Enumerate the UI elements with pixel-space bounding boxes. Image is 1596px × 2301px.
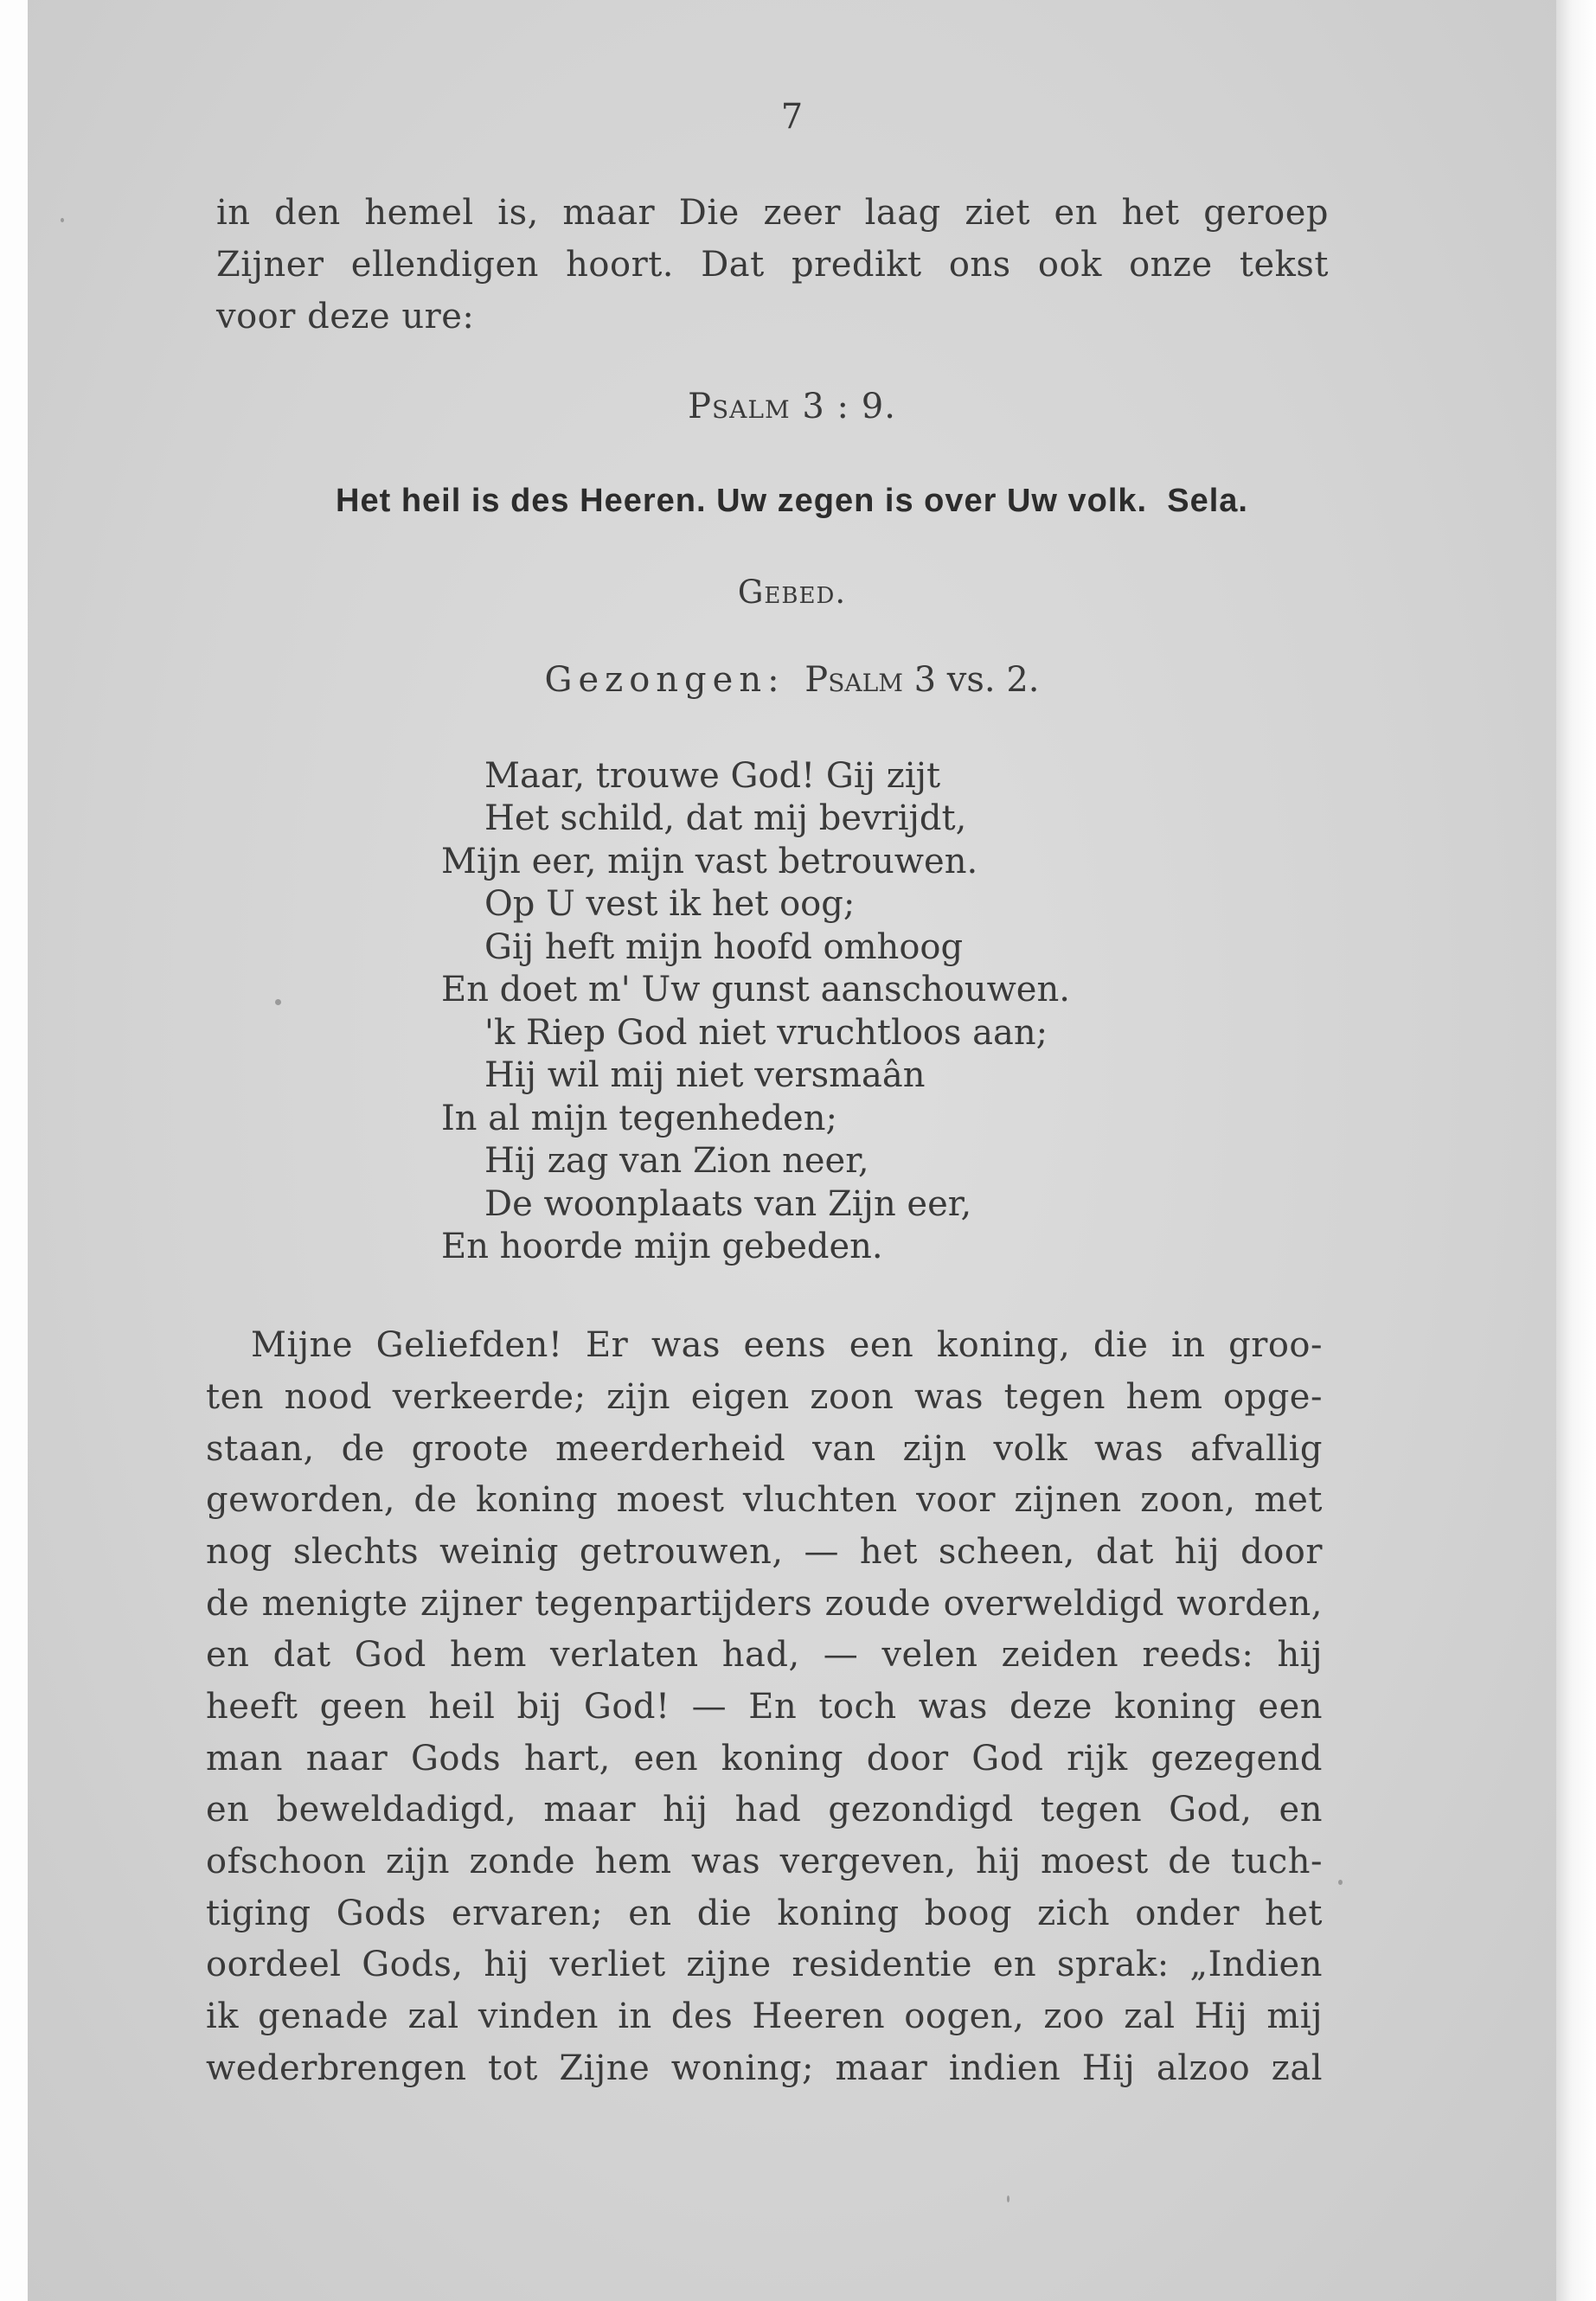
sermon-line: heeft geen heil bij God! — En toch was deze koning een (206, 1687, 1323, 1727)
sermon-line: staan, de groote meerderheid van zijn volk was afvallig (206, 1429, 1323, 1469)
verse-line: Het schild, dat mij bevrijdt, (484, 798, 967, 838)
verse-line: Op U vest ik het oog; (484, 884, 856, 924)
verse-line: En hoorde mijn gebeden. (441, 1227, 883, 1266)
sermon-line: Mijne Geliefden! Er was eens een koning, die in groo- (251, 1325, 1323, 1365)
paper-speck (275, 999, 281, 1005)
sung-label: Gezongen: (544, 660, 785, 700)
sermon-line: en dat God hem verlaten had, — velen zeiden reeds: hij (206, 1635, 1323, 1675)
sermon-line: ik genade zal vinden in des Heeren oogen, zoo zal Hij mij (206, 1997, 1323, 2036)
sung-psalm-word: Psalm (804, 660, 903, 700)
verse-line: De woonplaats van Zijn eer, (484, 1184, 972, 1224)
sermon-line: man naar Gods hart, een koning door God rijk gezegend (206, 1739, 1323, 1779)
verse-line: Maar, trouwe God! Gij zijt (484, 756, 941, 796)
verse-line: Gij heft mijn hoofd omhoog (484, 927, 964, 967)
intro-line: in den hemel is, maar Die zeer laag ziet en het geroep (216, 193, 1329, 233)
sermon-line: de menigte zijner tegenpartijders zoude overweldigd worden, (206, 1584, 1323, 1624)
sermon-line: ofschoon zijn zonde hem was vergeven, hij moest de tuch- (206, 1842, 1323, 1881)
paper-speck (61, 218, 64, 222)
verse-line: Hij zag van Zion neer, (484, 1141, 869, 1181)
sung-reference: 3 vs. 2. (913, 660, 1040, 700)
scan-right-edge (1556, 0, 1596, 2301)
paper-speck (1338, 1880, 1343, 1885)
verse-line: En doet m' Uw gunst aanschouwen. (441, 970, 1070, 1009)
prayer-heading: Gebed. (737, 574, 847, 611)
verse-line: Mijn eer, mijn vast betrouwen. (441, 842, 978, 881)
text-reference-word: Psalm (688, 387, 791, 426)
sermon-line: ten nood verkeerde; zijn eigen zoon was tegen hem opge- (206, 1377, 1323, 1417)
book-page (28, 0, 1556, 2301)
sermon-line: wederbrengen tot Zijne woning; maar indien Hij alzoo zal (206, 2048, 1323, 2088)
sermon-line: en beweldadigd, maar hij had gezondigd tegen God, en (206, 1790, 1323, 1830)
sermon-line: nog slechts weinig getrouwen, — het scheen, dat hij door (206, 1532, 1323, 1572)
sermon-paragraph (206, 0, 1323, 2301)
verse-line: In al mijn tegenheden; (441, 1099, 837, 1138)
scripture-text: Het heil is des Heeren. Uw zegen is over Uw volk. Sela. (336, 483, 1248, 519)
scan-left-margin (0, 0, 28, 2301)
verse-line: 'k Riep God niet vruchtloos aan; (484, 1013, 1048, 1053)
text-reference-number: 3 : 9. (802, 387, 896, 426)
sermon-line: oordeel Gods, hij verliet zijne residentie en sprak: „Indien (206, 1945, 1323, 1984)
sermon-line: geworden, de koning moest vluchten voor zijnen zoon, met (206, 1480, 1323, 1520)
sermon-line: tiging Gods ervaren; en die koning boog zich onder het (206, 1894, 1323, 1933)
page-number: 7 (780, 97, 804, 137)
paper-speck (1007, 2195, 1010, 2202)
verse-line: Hij wil mij niet versmaân (484, 1055, 926, 1095)
intro-line: Zijner ellendigen hoort. Dat predikt ons ook onze tekst (216, 245, 1329, 285)
intro-line: voor deze ure: (216, 297, 475, 336)
